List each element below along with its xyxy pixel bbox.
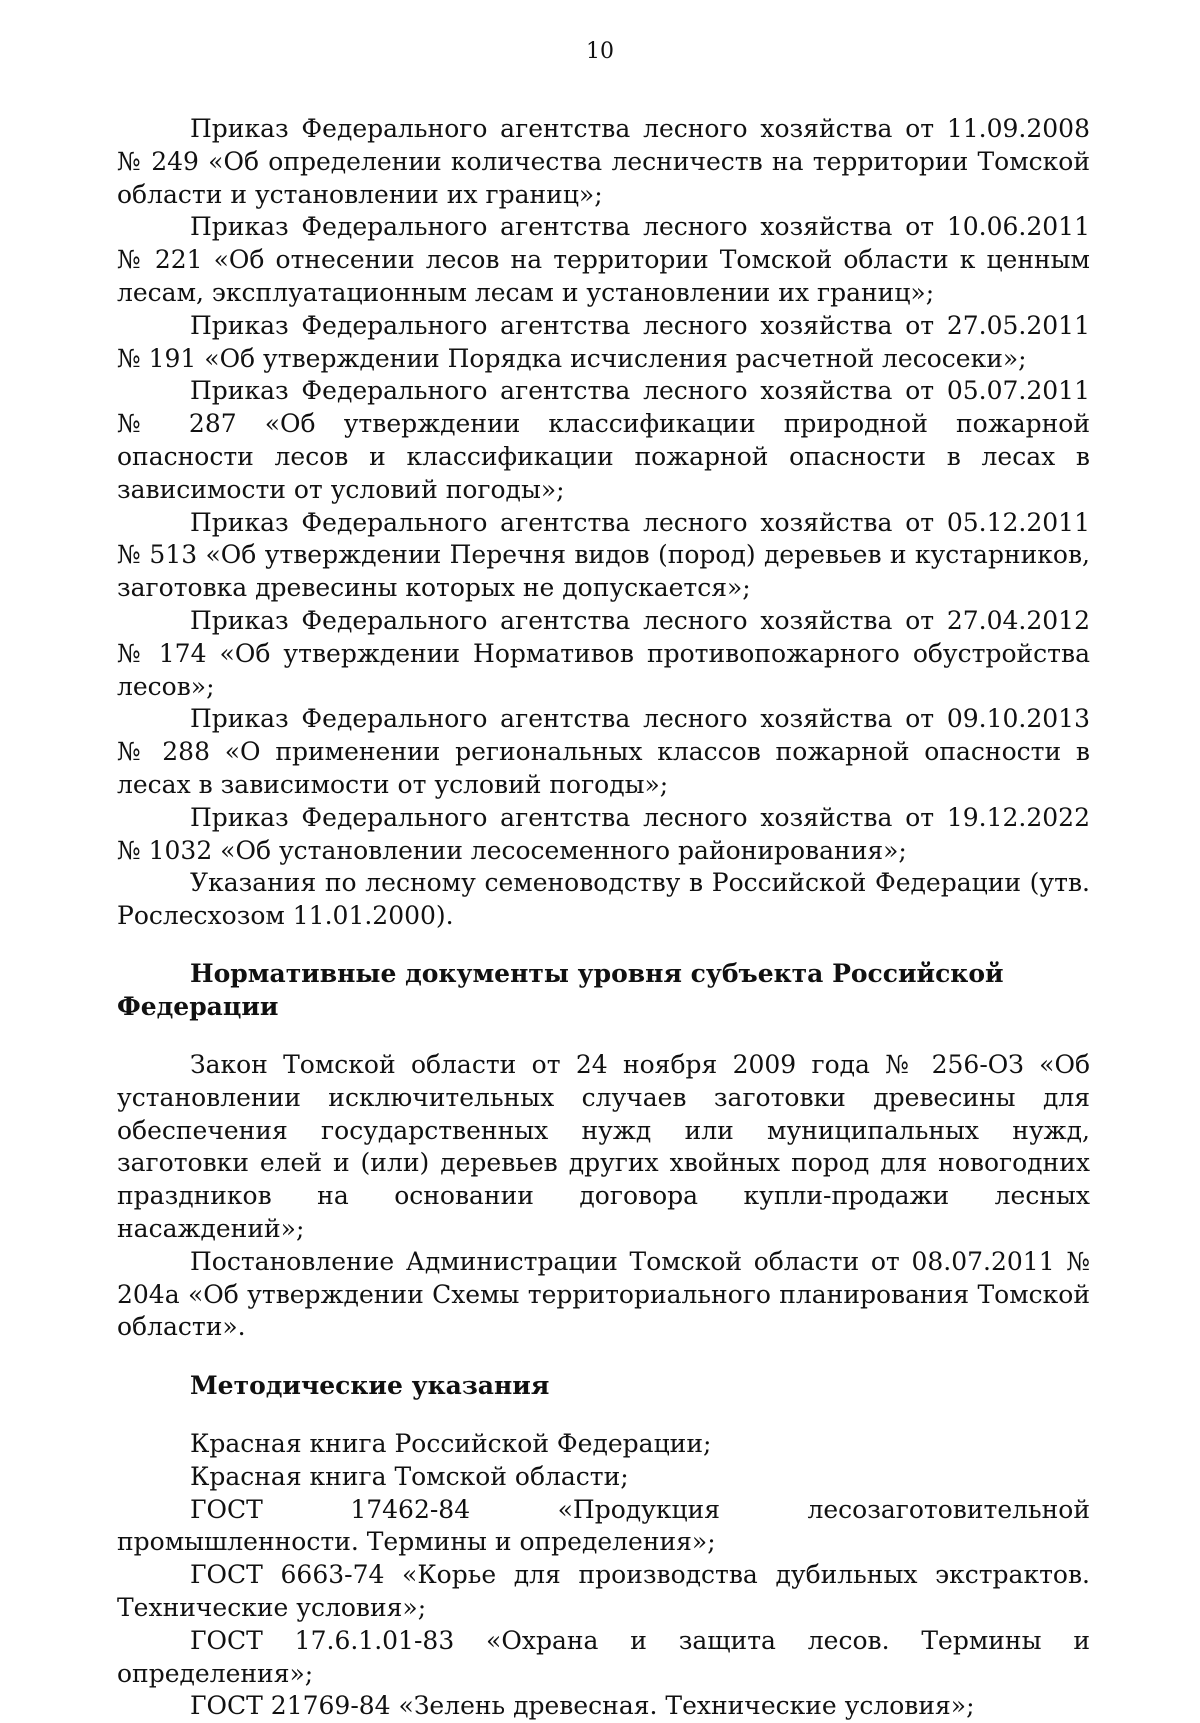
tomsk-law-256: Закон Томской области от 24 ноября 2009 года № 256-ОЗ «Об установлении исключительных случаев заготовки древесины для обеспечения государственных нужд или муниципальных нужд, заготовки елей и (или) деревьев других хвойных пород для новогодних праздников на основании договора купли-продажи лесных насаждений»; <box>117 1049 1090 1243</box>
federal-order-249: Приказ Федерального агентства лесного хозяйства от 11.09.2008 № 249 «Об определении количества лесничеств на территории Томской области и установлении их границ»; <box>117 114 1090 209</box>
page-number: 10 <box>586 39 614 64</box>
federal-documents-list <box>117 113 1090 933</box>
federal-order-191: Приказ Федерального агентства лесного хозяйства от 27.05.2011 № 191 «Об утверждении Порядка исчисления расчетной лесосеки»; <box>117 310 1090 373</box>
regional-documents-heading: Нормативные документы уровня субъекта Российской Федерации <box>117 958 1004 1021</box>
regional-documents-list <box>117 1049 1090 1344</box>
seed-production-guidelines: Указания по лесному семеноводству в Российской Федерации (утв. Рослесхозом 11.01.2000). <box>117 868 1090 931</box>
tomsk-resolution-204a: Постановление Администрации Томской области от 08.07.2011 № 204а «Об утверждении Схемы территориального планирования Томской области». <box>117 1246 1090 1342</box>
federal-order-287: Приказ Федерального агентства лесного хозяйства от 05.07.2011 № 287 «Об утверждении классификации природной пожарной опасности лесов и классификации пожарной опасности в лесах в зависимости от условий погоды»; <box>117 376 1090 504</box>
methodical-guidelines-list <box>117 1428 1090 1723</box>
federal-order-221: Приказ Федерального агентства лесного хозяйства от 10.06.2011 № 221 «Об отнесении лесов на территории Томской области к ценным лесам, эксплуатационным лесам и установлении их границ»; <box>117 212 1090 307</box>
gost-6663-74: ГОСТ 6663-74 «Корье для производства дубильных экстрактов. Технические условия»; <box>117 1560 1090 1623</box>
gost-21769-84: ГОСТ 21769-84 «Зелень древесная. Технические условия»; <box>190 1691 975 1721</box>
federal-order-288: Приказ Федерального агентства лесного хозяйства от 09.10.2013 № 288 «О применении региональных классов пожарной опасности в лесах в зависимости от условий погоды»; <box>117 704 1090 799</box>
federal-order-513: Приказ Федерального агентства лесного хозяйства от 05.12.2011 № 513 «Об утверждении Перечня видов (пород) деревьев и кустарников, заготовка древесины которых не допускается»; <box>117 507 1090 603</box>
red-book-russia: Красная книга Российской Федерации; <box>190 1429 712 1459</box>
document-body <box>117 113 1090 1723</box>
methodical-guidelines-heading: Методические указания <box>190 1371 550 1401</box>
federal-order-174: Приказ Федерального агентства лесного хозяйства от 27.04.2012 № 174 «Об утверждении Нормативов противопожарного обустройства лесов»; <box>117 605 1090 701</box>
red-book-tomsk: Красная книга Томской области; <box>190 1461 629 1491</box>
federal-order-1032: Приказ Федерального агентства лесного хозяйства от 19.12.2022 № 1032 «Об установлении лесосеменного районирования»; <box>117 802 1090 865</box>
gost-17-6-1-01-83: ГОСТ 17.6.1.01-83 «Охрана и защита лесов. Термины и определения»; <box>117 1625 1090 1688</box>
gost-17462-84: ГОСТ 17462-84 «Продукция лесозаготовительной промышленности. Термины и определения»; <box>117 1494 1090 1557</box>
